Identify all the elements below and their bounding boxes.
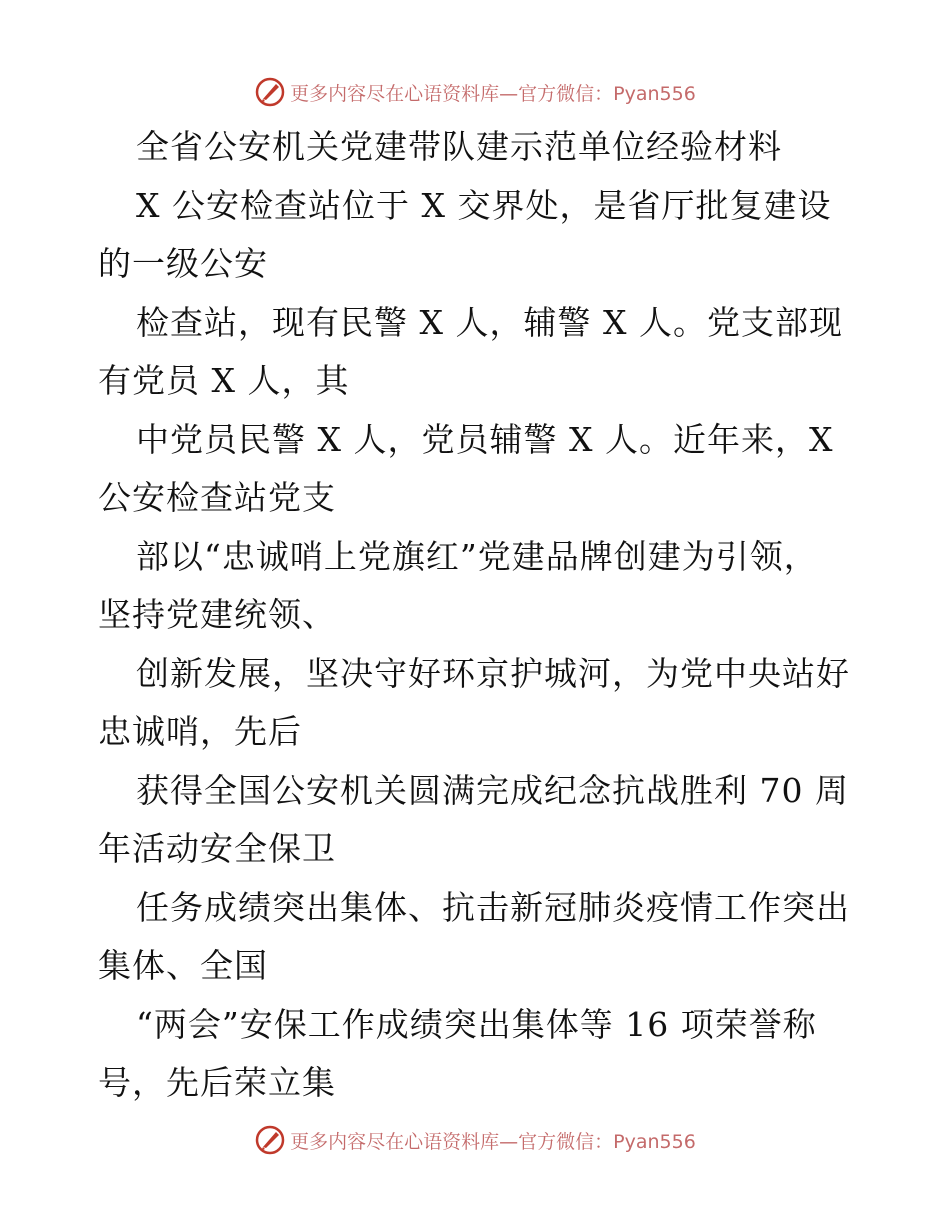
text-line: 检查站，现有民警 X 人，辅警 X 人。党支部现: [136, 302, 843, 342]
footer-banner-text: 更多内容尽在心语资料库—官方微信：Pyan556: [290, 1130, 696, 1153]
text-line: “两会”安保工作成绩突出集体等 16 项荣誉称: [136, 1004, 817, 1044]
footer-banner: [0, 1120, 950, 1160]
text-line: 部以“忠诚哨上党旗红”党建品牌创建为引领，: [136, 536, 818, 576]
text-line: 有党员 X 人，其: [98, 361, 350, 400]
header-banner: [0, 72, 950, 112]
text-line: 号，先后荣立集: [98, 1063, 336, 1102]
text-line: 忠诚哨，先后: [98, 712, 302, 751]
document-body: [98, 118, 858, 1113]
quill-logo-icon: [254, 76, 286, 108]
text-line: 任务成绩突出集体、抗击新冠肺炎疫情工作突出: [136, 887, 850, 927]
text-line: X 公安检查站位于 X 交界处，是省厅批复建设: [136, 185, 832, 225]
text-line: 集体、全国: [98, 946, 268, 985]
text-line: 年活动安全保卫: [98, 829, 336, 868]
header-banner-text: 更多内容尽在心语资料库—官方微信：Pyan556: [290, 82, 696, 105]
text-line: 获得全国公安机关圆满完成纪念抗战胜利 70 周: [136, 770, 849, 810]
text-line: 公安检查站党支: [98, 478, 336, 517]
document-title: 全省公安机关党建带队建示范单位经验材料: [136, 127, 782, 166]
text-line: 创新发展，坚决守好环京护城河，为党中央站好: [136, 653, 850, 693]
text-line: 坚持党建统领、: [98, 595, 336, 634]
text-line: 中党员民警 X 人，党员辅警 X 人。近年来，X: [136, 419, 834, 459]
text-line: 的一级公安: [98, 244, 268, 283]
quill-logo-icon: [254, 1124, 286, 1156]
